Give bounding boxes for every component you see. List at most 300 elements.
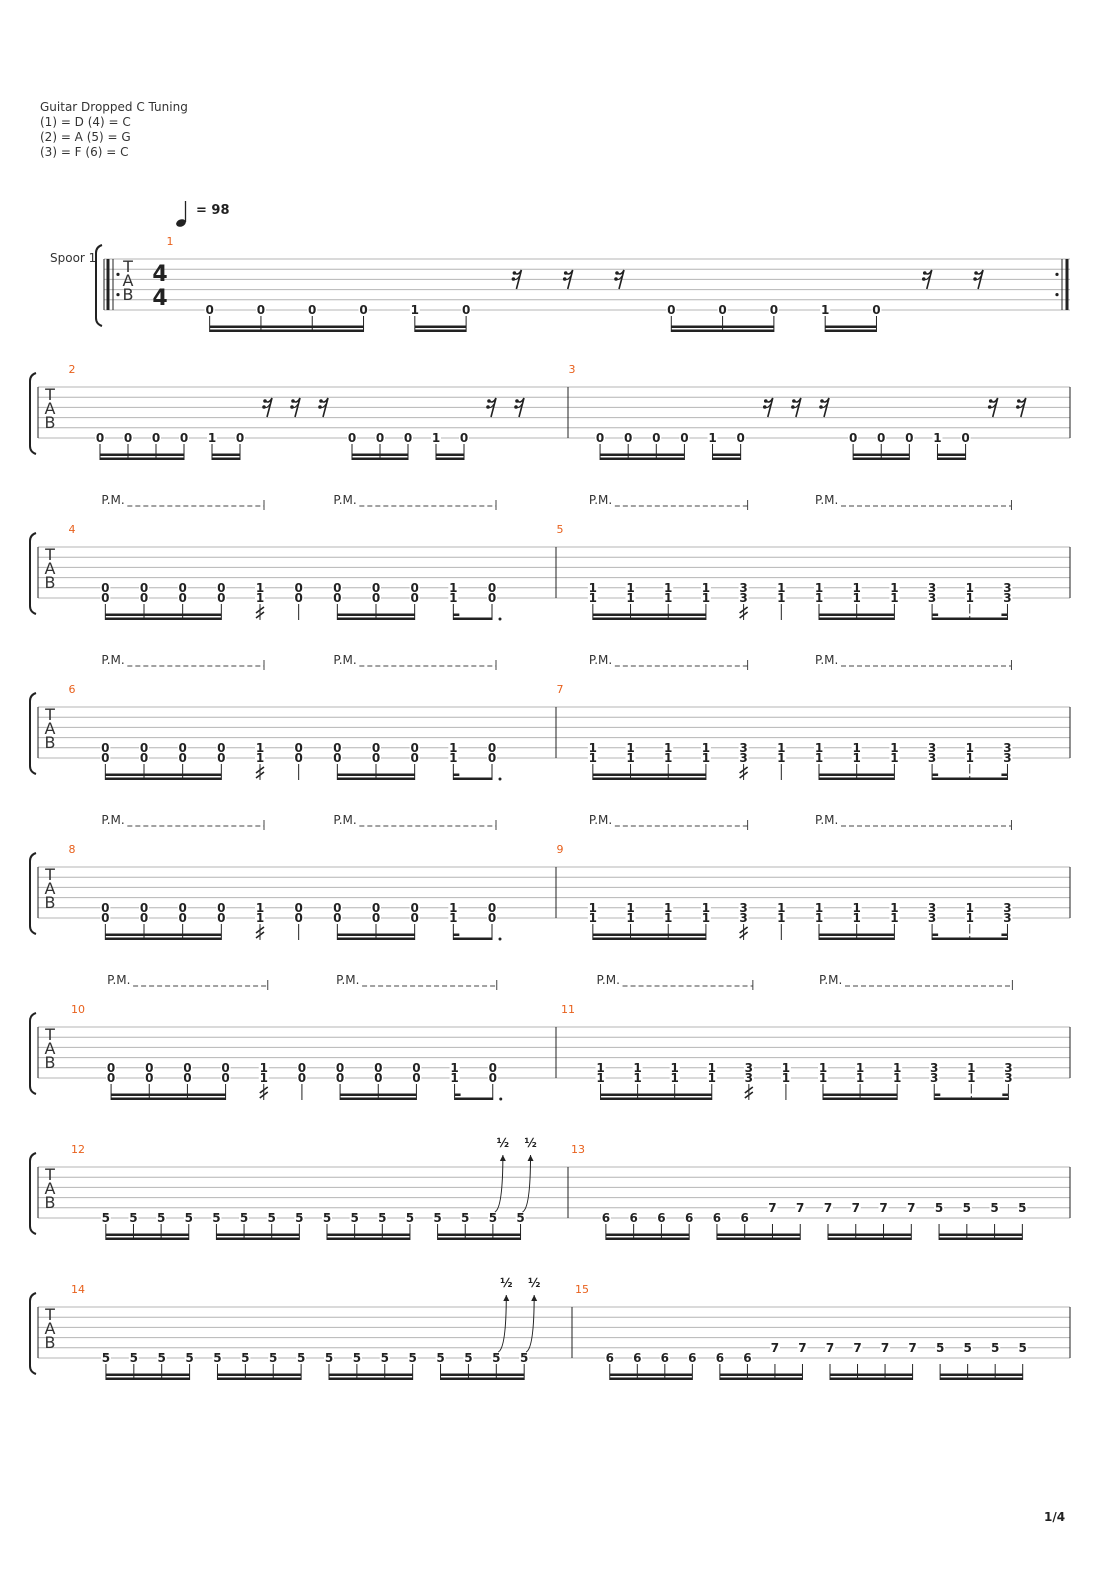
fret-number: 1: [450, 1060, 459, 1075]
fret-number: 1: [626, 740, 635, 755]
beam: [717, 1238, 800, 1241]
fret-number: 0: [294, 740, 303, 755]
tab-clef-letter: T: [45, 1025, 55, 1044]
tab-clef-letter: B: [44, 1193, 56, 1212]
beam-partial: [932, 774, 938, 777]
system-bracket: [30, 693, 36, 774]
bend-arrow-icon: [528, 1155, 534, 1161]
fret-number: 1: [664, 751, 673, 765]
fret-number: 5: [408, 1351, 417, 1365]
fret-number: 1: [814, 900, 824, 915]
fret-number: 0: [359, 303, 368, 317]
rest-dot: [319, 399, 323, 403]
fret-number: 1: [892, 1071, 902, 1085]
fret-number: 3: [744, 1060, 754, 1075]
beam: [337, 938, 414, 941]
fret-number: 0: [139, 591, 149, 605]
rest-dot: [820, 399, 824, 403]
fret-number: 0: [178, 900, 187, 915]
fret-number: 1: [820, 303, 830, 317]
fret-number: 1: [890, 911, 899, 925]
rest-dot: [564, 271, 568, 275]
system-bracket: [30, 853, 36, 934]
fret-number: 3: [739, 580, 748, 595]
beam-partial: [934, 1094, 940, 1097]
fret-number: 5: [935, 1340, 945, 1355]
dot: [499, 778, 502, 781]
fret-number: 6: [657, 1211, 666, 1225]
beam: [819, 774, 894, 777]
beam-gap: [938, 774, 1001, 777]
fret-number: 1: [588, 740, 598, 755]
fret-number: 0: [335, 1060, 345, 1075]
measure-number: 15: [575, 1283, 589, 1296]
palm-mute-label: P.M.: [815, 493, 839, 507]
fret-number: 0: [403, 431, 413, 445]
fret-number: 0: [183, 1060, 192, 1075]
tab-system: [30, 1293, 1070, 1380]
palm-mute-label: P.M.: [588, 493, 613, 507]
measure-number: 11: [561, 1003, 575, 1016]
tab-clef-letter: T: [45, 1165, 55, 1184]
fret-number: 0: [371, 911, 381, 925]
fret-number: 7: [798, 1340, 807, 1355]
fret-number: 6: [712, 1211, 722, 1225]
fret-number: 1: [777, 900, 786, 915]
beam: [823, 1094, 897, 1097]
fret-number: 6: [601, 1211, 611, 1225]
beam: [939, 1234, 1022, 1237]
beam: [713, 454, 741, 457]
fret-number: 0: [769, 303, 779, 317]
fret-number: 1: [890, 591, 899, 605]
beam: [340, 1094, 416, 1097]
fret-number: 5: [295, 1211, 304, 1225]
fret-number: 0: [410, 911, 419, 925]
tab-clef-letter: A: [44, 879, 56, 898]
fret-number: 1: [449, 900, 458, 915]
beam: [329, 1374, 413, 1377]
beam: [453, 778, 492, 781]
tab-clef-letter: T: [45, 545, 55, 564]
fret-number: 3: [1003, 751, 1012, 765]
fret-number: 3: [1004, 1060, 1013, 1075]
beam-partial: [1001, 774, 1007, 777]
track-name: Spoor 1: [50, 251, 97, 265]
tab-system: [96, 245, 1070, 332]
system-bracket: [30, 1293, 36, 1374]
palm-mute-label: P.M.: [333, 493, 357, 507]
fret-number: 7: [825, 1340, 835, 1355]
fret-number: 5: [184, 1211, 193, 1225]
beam: [600, 454, 684, 457]
fret-number: 3: [927, 591, 937, 605]
fret-number: 0: [294, 751, 303, 765]
fret-number: 1: [890, 900, 899, 915]
fret-number: 5: [436, 1351, 445, 1365]
tempo-marking: [175, 201, 187, 228]
beam: [453, 938, 492, 941]
fret-number: 6: [743, 1351, 752, 1365]
fret-number: 1: [588, 900, 598, 915]
fret-number: 0: [736, 431, 745, 445]
system-bracket: [30, 1013, 36, 1094]
fret-number: 5: [380, 1351, 389, 1365]
time-sig-num: 4: [152, 262, 168, 287]
fret-number: 7: [907, 1200, 916, 1215]
fret-number: 1: [814, 911, 824, 925]
beam: [932, 778, 1007, 781]
palm-mute-label: P.M.: [101, 813, 125, 827]
fret-number: 1: [664, 591, 673, 605]
measure-number: 6: [68, 683, 76, 696]
tab-system: [30, 373, 1070, 460]
fret-number: 1: [967, 1060, 976, 1075]
fret-number: 5: [296, 1351, 306, 1365]
system-bracket: [30, 1153, 36, 1234]
tab-clef-letter: A: [44, 1039, 56, 1058]
fret-number: 5: [322, 1211, 332, 1225]
beam-gap: [938, 614, 1001, 617]
fret-number: 5: [378, 1211, 387, 1225]
fret-number: 1: [626, 911, 635, 925]
beam: [713, 458, 741, 461]
fret-number: 0: [217, 580, 226, 595]
beam: [337, 774, 414, 777]
fret-number: 1: [664, 900, 673, 915]
fret-number: 0: [256, 303, 266, 317]
beam: [210, 326, 364, 329]
tab-clef-letter: B: [44, 413, 56, 432]
measure-number: 13: [571, 1143, 585, 1156]
fret-number: 1: [449, 751, 458, 765]
tab-clef-letter: A: [44, 1179, 56, 1198]
fret-number: 0: [371, 740, 381, 755]
fret-number: 5: [1018, 1340, 1027, 1355]
fret-number: 0: [488, 1060, 497, 1075]
fret-number: 1: [852, 740, 861, 755]
fret-number: 3: [1004, 1071, 1013, 1085]
fret-number: 6: [715, 1351, 725, 1365]
fret-number: 6: [660, 1351, 670, 1365]
page-number: 1/4: [1044, 1510, 1066, 1524]
palm-mute-label: P.M.: [101, 493, 125, 507]
measure-number: 1: [166, 235, 174, 248]
fret-number: 1: [588, 591, 598, 605]
fret-number: 0: [680, 431, 689, 445]
fret-number: 0: [294, 591, 303, 605]
beam: [415, 326, 466, 329]
fret-number: 7: [880, 1340, 890, 1355]
bend-arrow-icon: [500, 1155, 506, 1161]
beam: [329, 1378, 413, 1381]
fret-number: 1: [633, 1060, 642, 1075]
beam-partial: [453, 614, 459, 617]
fret-number: 0: [235, 431, 245, 445]
dot: [499, 938, 502, 941]
beam: [337, 618, 414, 621]
fret-number: 0: [410, 900, 419, 915]
fret-number: 1: [670, 1060, 679, 1075]
fret-number: 1: [890, 580, 899, 595]
fret-number: 3: [927, 900, 937, 915]
fret-number: 0: [217, 911, 226, 925]
rest-dot: [487, 399, 491, 403]
fret-number: 0: [106, 1060, 116, 1075]
fret-number: 6: [629, 1211, 638, 1225]
repeat-dot: [116, 293, 119, 296]
measure-number: 5: [556, 523, 564, 536]
fret-number: 0: [308, 303, 317, 317]
fret-number: 1: [207, 431, 217, 445]
bend-amount: ½: [524, 1136, 537, 1150]
fret-number: 0: [412, 1060, 421, 1075]
fret-number: 5: [492, 1351, 501, 1365]
beam: [610, 1378, 693, 1381]
palm-mute-label: P.M.: [815, 653, 839, 667]
fret-number: 0: [297, 1060, 307, 1075]
fret-number: 5: [212, 1211, 221, 1225]
fret-number: 1: [855, 1060, 865, 1075]
fret-number: 0: [139, 740, 149, 755]
fret-number: 1: [892, 1060, 902, 1075]
rest-dot: [792, 399, 796, 403]
beam: [671, 326, 774, 329]
beam: [352, 454, 408, 457]
fret-number: 0: [178, 591, 187, 605]
fret-number: 1: [664, 911, 673, 925]
repeat-dot: [1055, 273, 1058, 276]
beam: [853, 458, 909, 461]
fret-number: 5: [1018, 1200, 1027, 1215]
beam: [327, 1238, 410, 1241]
fret-number: 0: [487, 911, 497, 925]
rest-dot: [989, 399, 993, 403]
fret-number: 0: [333, 580, 342, 595]
fret-number: 1: [701, 740, 711, 755]
beam: [593, 614, 706, 617]
palm-mute-label: P.M.: [333, 813, 357, 827]
fret-number: 0: [375, 431, 385, 445]
beam: [601, 1098, 712, 1101]
fret-number: 1: [664, 580, 673, 595]
bend-curve: [523, 1155, 531, 1212]
tab-clef-letter: B: [122, 285, 134, 304]
fret-number: 0: [101, 591, 110, 605]
tab-clef-letter: B: [44, 573, 56, 592]
fret-number: 1: [449, 580, 458, 595]
fret-number: 0: [487, 900, 497, 915]
beam-partial: [932, 934, 938, 937]
beam-partial: [453, 934, 459, 937]
fret-number: 0: [139, 751, 149, 765]
fret-number: 0: [178, 751, 187, 765]
fret-number: 5: [129, 1211, 138, 1225]
fret-number: 0: [333, 740, 342, 755]
fret-number: 3: [744, 1071, 754, 1085]
beam: [441, 1374, 525, 1377]
fret-number: 0: [487, 740, 497, 755]
fret-number: 0: [297, 1071, 307, 1085]
beam: [106, 1378, 190, 1381]
rest-dot: [515, 399, 519, 403]
fret-number: 3: [927, 911, 937, 925]
beam: [593, 778, 706, 781]
beam: [438, 1234, 521, 1237]
fret-number: 3: [1003, 911, 1012, 925]
fret-number: 1: [255, 900, 265, 915]
tab-clef-letter: T: [45, 865, 55, 884]
rest-dot: [291, 399, 295, 403]
fret-number: 7: [908, 1340, 917, 1355]
fret-number: 1: [814, 751, 824, 765]
fret-number: 1: [626, 580, 635, 595]
fret-number: 1: [701, 751, 711, 765]
fret-number: 1: [965, 751, 974, 765]
fret-number: 5: [241, 1351, 250, 1365]
fret-number: 1: [781, 1060, 791, 1075]
palm-mute-label: P.M.: [819, 973, 843, 987]
beam: [453, 618, 492, 621]
beam: [853, 454, 909, 457]
fret-number: 5: [101, 1211, 111, 1225]
fret-number: 1: [777, 580, 786, 595]
fret-number: 3: [739, 591, 748, 605]
fret-number: 0: [347, 431, 357, 445]
beam: [720, 1378, 803, 1381]
measure-number: 3: [568, 363, 576, 376]
fret-number: 3: [930, 1060, 939, 1075]
bend-arrow-icon: [531, 1295, 537, 1301]
fret-number: 5: [963, 1340, 972, 1355]
bend-curve: [498, 1295, 506, 1352]
fret-number: 6: [688, 1351, 697, 1365]
repeat-dot: [116, 273, 119, 276]
fret-number: 0: [410, 751, 419, 765]
dot: [499, 1098, 502, 1101]
beam-gap: [938, 934, 1001, 937]
beam: [212, 454, 240, 457]
measure-number: 8: [68, 843, 76, 856]
beam: [932, 938, 1007, 941]
fret-number: 7: [796, 1200, 805, 1215]
beam: [105, 614, 221, 617]
system-bracket: [30, 533, 36, 614]
fret-number: 1: [588, 751, 598, 765]
fret-number: 0: [95, 431, 105, 445]
fret-number: 5: [990, 1340, 1000, 1355]
fret-number: 1: [852, 591, 861, 605]
tab-clef-letter: T: [123, 257, 133, 276]
palm-mute-label: P.M.: [101, 653, 125, 667]
fret-number: 0: [217, 751, 226, 765]
fret-number: 0: [371, 580, 381, 595]
tab-clef-letter: B: [44, 1333, 56, 1352]
fret-number: 0: [221, 1060, 230, 1075]
fret-number: 0: [374, 1060, 383, 1075]
fret-number: 0: [487, 591, 497, 605]
beam: [210, 330, 364, 333]
fret-number: 0: [139, 911, 149, 925]
beam: [720, 1374, 803, 1377]
fret-number: 5: [324, 1351, 334, 1365]
fret-number: 5: [157, 1351, 166, 1365]
fret-number: 7: [770, 1340, 780, 1355]
palm-mute-label: P.M.: [333, 653, 357, 667]
beam: [825, 330, 876, 333]
fret-number: 0: [410, 740, 419, 755]
system-bracket: [96, 245, 102, 326]
beam-gap: [940, 1094, 1002, 1097]
fret-number: 3: [927, 740, 937, 755]
beam-partial: [1001, 934, 1007, 937]
fret-number: 0: [178, 911, 187, 925]
bend-amount: ½: [527, 1276, 541, 1290]
tab-clef-letter: A: [44, 399, 56, 418]
palm-mute-label: P.M.: [588, 813, 613, 827]
fret-number: 0: [459, 431, 469, 445]
fret-number: 1: [707, 1060, 716, 1075]
fret-number: 0: [101, 740, 110, 755]
fret-number: 1: [890, 740, 899, 755]
fret-number: 1: [777, 740, 786, 755]
fret-number: 0: [221, 1071, 230, 1085]
fret-number: 0: [461, 303, 471, 317]
beam: [415, 330, 466, 333]
fret-number: 3: [1003, 740, 1012, 755]
fret-number: 0: [410, 591, 419, 605]
fret-number: 0: [101, 751, 110, 765]
rest-dot: [923, 271, 927, 275]
beam: [105, 778, 221, 781]
bend-arrow-icon: [503, 1295, 509, 1301]
fret-number: 7: [879, 1200, 888, 1215]
fret-number: 5: [519, 1351, 529, 1365]
fret-number: 3: [739, 900, 748, 915]
fret-number: 6: [684, 1211, 694, 1225]
fret-number: 5: [269, 1351, 278, 1365]
fret-number: 0: [294, 900, 303, 915]
fret-number: 1: [965, 740, 974, 755]
beam: [823, 1098, 897, 1101]
fret-number: 0: [139, 580, 149, 595]
beam: [105, 934, 221, 937]
fret-number: 7: [823, 1200, 833, 1215]
fret-number: 3: [1003, 900, 1012, 915]
fret-number: 0: [877, 431, 886, 445]
beam: [340, 1098, 416, 1101]
fret-number: 1: [777, 591, 786, 605]
beam: [819, 938, 894, 941]
fret-number: 1: [664, 740, 673, 755]
beam: [830, 1374, 913, 1377]
fret-number: 0: [905, 431, 914, 445]
fret-number: 0: [374, 1071, 383, 1085]
palm-mute-label: P.M.: [815, 813, 839, 827]
beam: [606, 1238, 689, 1241]
beam: [352, 458, 408, 461]
beam: [438, 1238, 521, 1241]
fret-number: 3: [1003, 591, 1012, 605]
fret-number: 5: [129, 1351, 139, 1365]
beam: [819, 614, 894, 617]
fret-number: 1: [449, 740, 458, 755]
fret-number: 1: [781, 1071, 791, 1085]
fret-number: 0: [178, 740, 187, 755]
fret-number: 1: [777, 911, 786, 925]
fret-number: 0: [217, 740, 226, 755]
fret-number: 0: [294, 911, 303, 925]
